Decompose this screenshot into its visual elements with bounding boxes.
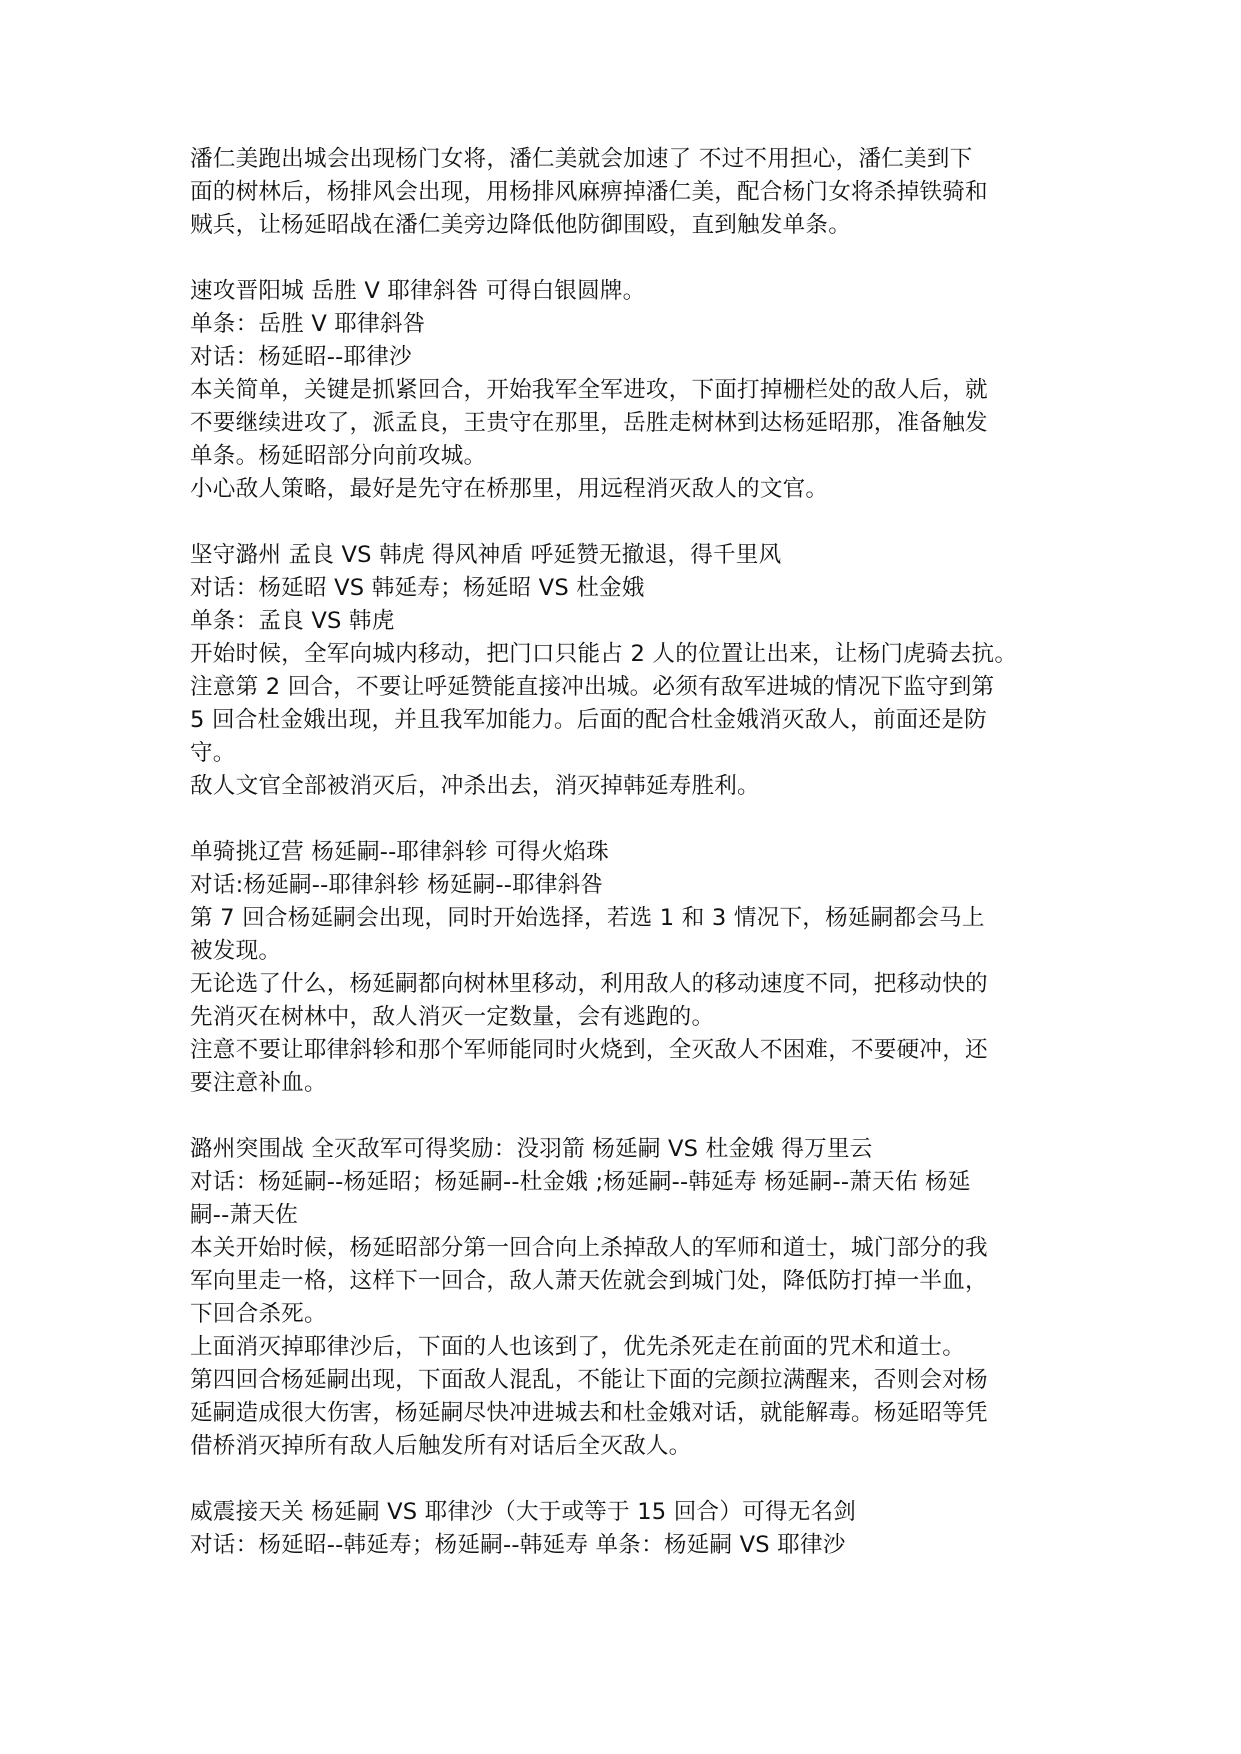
text-line: 上面消灭掉耶律沙后，下面的人也该到了，优先杀死走在前面的咒术和道士。 xyxy=(190,1334,965,1360)
section-luzhou-breakout xyxy=(190,1133,1070,1463)
text-line: 不要继续进攻了，派孟良，王贵守在那里，岳胜走树林到达杨延昭那，准备触发 xyxy=(190,410,988,436)
section-intro xyxy=(190,143,1070,242)
text-line: 延嗣造成很大伤害，杨延嗣尽快冲进城去和杜金娥对话，就能解毒。杨延昭等凭 xyxy=(190,1400,988,1426)
text-line: 被发现。 xyxy=(190,938,282,964)
text-line: 开始时候，全军向城内移动，把门口只能占 2 人的位置让出来，让杨门虎骑去抗。 xyxy=(190,641,1018,667)
text-line: 第 7 回合杨延嗣会出现，同时开始选择，若选 1 和 3 情况下，杨延嗣都会马上 xyxy=(190,905,985,931)
text-line: 敌人文官全部被消灭后，冲杀出去，消灭掉韩延寿胜利。 xyxy=(190,773,760,799)
text-line: 面的树林后，杨排风会出现，用杨排风麻痹掉潘仁美，配合杨门女将杀掉铁骑和 xyxy=(190,179,988,205)
text-line: 对话:杨延嗣--耶律斜轸 杨延嗣--耶律斜咎 xyxy=(190,872,604,898)
text-line: 借桥消灭掉所有敌人后触发所有对话后全灭敌人。 xyxy=(190,1433,692,1459)
text-line: 注意第 2 回合，不要让呼延赞能直接冲出城。必须有敌军进城的情况下监守到第 xyxy=(190,674,995,700)
text-line: 对话：杨延昭--韩延寿；杨延嗣--韩延寿 单条：杨延嗣 VS 耶律沙 xyxy=(190,1532,846,1558)
text-line: 单条：岳胜 V 耶律斜咎 xyxy=(190,311,426,337)
text-line: 守。 xyxy=(190,740,236,766)
section-title: 潞州突围战 全灭敌军可得奖励：没羽箭 杨延嗣 VS 杜金娥 得万里云 xyxy=(190,1136,873,1162)
section-title: 速攻晋阳城 岳胜 V 耶律斜咎 可得白银圆牌。 xyxy=(190,278,646,304)
text-line: 对话：杨延昭--耶律沙 xyxy=(190,344,412,370)
text-line: 本关简单，关键是抓紧回合，开始我军全军进攻，下面打掉栅栏处的敌人后，就 xyxy=(190,377,988,403)
text-line: 小心敌人策略，最好是先守在桥那里，用远程消灭敌人的文官。 xyxy=(190,476,829,502)
text-line: 单条：孟良 VS 韩虎 xyxy=(190,608,395,634)
text-line: 第四回合杨延嗣出现，下面敌人混乱，不能让下面的完颜拉满醒来，否则会对杨 xyxy=(190,1367,988,1393)
document-page xyxy=(190,143,1070,1562)
section-luzhou-defense xyxy=(190,539,1070,803)
section-liao-camp xyxy=(190,836,1070,1100)
section-title: 坚守潞州 孟良 VS 韩虎 得风神盾 呼延赞无撤退，得千里风 xyxy=(190,542,782,568)
text-line: 注意不要让耶律斜轸和那个军师能同时火烧到，全灭敌人不困难，不要硬冲，还 xyxy=(190,1037,988,1063)
section-jinyang xyxy=(190,275,1070,506)
text-line: 贼兵，让杨延昭战在潘仁美旁边降低他防御围殴，直到触发单条。 xyxy=(190,212,852,238)
section-jietian-pass xyxy=(190,1496,1070,1562)
text-line: 潘仁美跑出城会出现杨门女将，潘仁美就会加速了 不过不用担心，潘仁美到下 xyxy=(190,146,973,172)
text-line: 先消灭在树林中，敌人消灭一定数量，会有逃跑的。 xyxy=(190,1004,715,1030)
section-title: 威震接天关 杨延嗣 VS 耶律沙（大于或等于 15 回合）可得无名剑 xyxy=(190,1499,857,1525)
section-title: 单骑挑辽营 杨延嗣--耶律斜轸 可得火焰珠 xyxy=(190,839,609,865)
text-line: 本关开始时候，杨延昭部分第一回合向上杀掉敌人的军师和道士，城门部分的我 xyxy=(190,1235,988,1261)
text-line: 5 回合杜金娥出现，并且我军加能力。后面的配合杜金娥消灭敌人，前面还是防 xyxy=(190,707,987,733)
text-line: 嗣--萧天佐 xyxy=(190,1202,298,1228)
text-line: 对话：杨延昭 VS 韩延寿；杨延昭 VS 杜金娥 xyxy=(190,575,645,601)
text-line: 军向里走一格，这样下一回合，敌人萧天佐就会到城门处，降低防打掉一半血， xyxy=(190,1268,988,1294)
text-line: 要注意补血。 xyxy=(190,1070,327,1096)
text-line: 单条。杨延昭部分向前攻城。 xyxy=(190,443,487,469)
text-line: 下回合杀死。 xyxy=(190,1301,327,1327)
text-line: 对话：杨延嗣--杨延昭；杨延嗣--杜金娥 ;杨延嗣--韩延寿 杨延嗣--萧天佑 杨延 xyxy=(190,1169,971,1195)
text-line: 无论选了什么，杨延嗣都向树林里移动，利用敌人的移动速度不同，把移动快的 xyxy=(190,971,988,997)
